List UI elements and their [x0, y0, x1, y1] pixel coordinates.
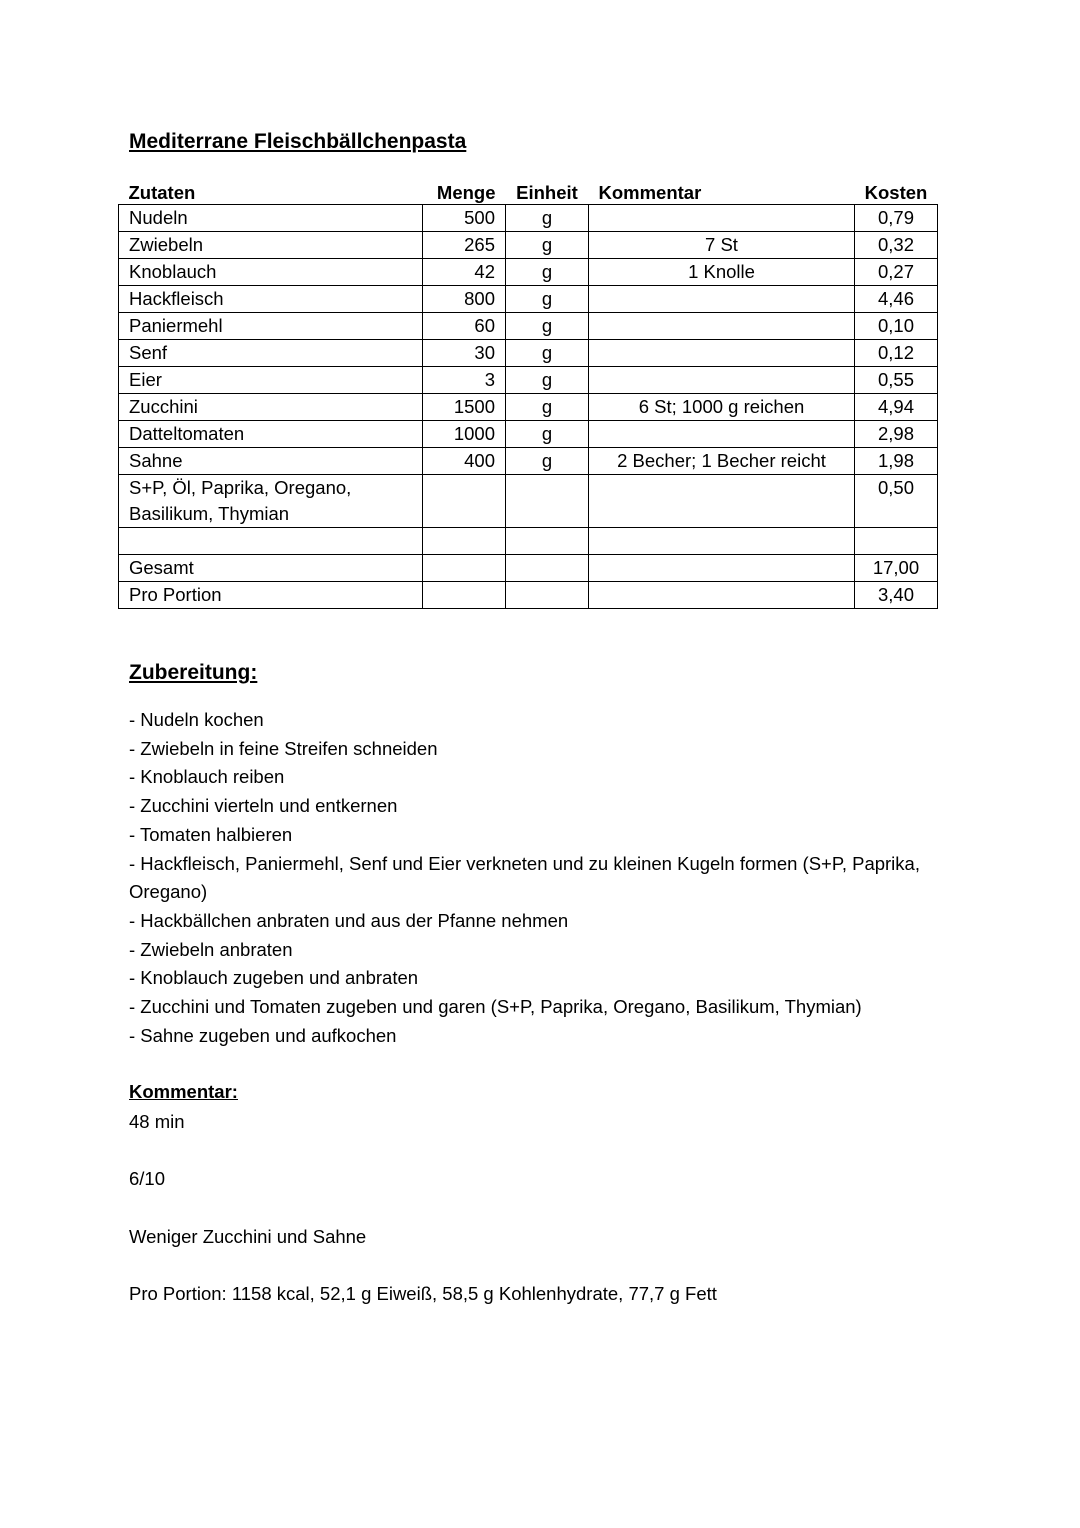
ingredient-cost: 0,32 [855, 232, 938, 259]
ingredient-amount: 800 [423, 286, 506, 313]
ingredient-name: Zwiebeln [119, 232, 423, 259]
ingredient-unit: g [506, 340, 589, 367]
ingredient-unit: g [506, 394, 589, 421]
ingredient-name: Datteltomaten [119, 421, 423, 448]
ingredient-cost: 0,50 [855, 475, 938, 528]
header-cost: Kosten [864, 182, 928, 203]
ingredient-name: Knoblauch [119, 259, 423, 286]
ingredient-comment [589, 205, 855, 232]
ingredient-name: Zucchini [119, 394, 423, 421]
ingredient-amount: 30 [423, 340, 506, 367]
per-portion-label: Pro Portion [119, 581, 423, 608]
ingredient-amount: 60 [423, 313, 506, 340]
preparation-step: - Sahne zugeben und aufkochen [129, 1024, 397, 1046]
preparation-step: - Hackbällchen anbraten und aus der Pfanne nehmen [129, 909, 569, 931]
cooking-time: 48 min [129, 1111, 185, 1132]
table-row [119, 205, 938, 232]
header-amount: Menge [436, 182, 496, 203]
preparation-step: - Knoblauch zugeben und anbraten [129, 967, 419, 989]
ingredient-name: Eier [119, 367, 423, 394]
preparation-heading: Zubereitung: [129, 661, 258, 684]
nutrition-info: Pro Portion: 1158 kcal, 52,1 g Eiweiß, 58,5 g Kohlenhydrate, 77,7 g Fett [129, 1283, 717, 1305]
ingredient-name: Senf [119, 340, 423, 367]
ingredient-comment [589, 581, 855, 608]
header-comment: Kommentar [598, 182, 702, 203]
total-label: Gesamt [119, 554, 423, 581]
table-row [119, 448, 938, 475]
ingredient-unit: g [506, 232, 589, 259]
ingredient-amount: 400 [423, 448, 506, 475]
header-ingredients: Zutaten [128, 182, 196, 203]
ingredient-name: Hackfleisch [119, 286, 423, 313]
ingredient-cost: 0,12 [855, 340, 938, 367]
ingredient-amount: 42 [423, 259, 506, 286]
ingredient-unit [506, 528, 589, 555]
ingredient-comment [589, 528, 855, 555]
ingredient-cost: 0,10 [855, 313, 938, 340]
ingredient-amount: 3 [423, 367, 506, 394]
ingredient-cost: 0,55 [855, 367, 938, 394]
ingredient-comment [589, 340, 855, 367]
ingredient-amount: 500 [423, 205, 506, 232]
ingredient-unit: g [506, 286, 589, 313]
improvement-note: Weniger Zucchini und Sahne [129, 1225, 367, 1247]
ingredient-unit [506, 475, 589, 528]
total-row [119, 554, 938, 581]
ingredient-name: Paniermehl [119, 313, 423, 340]
ingredient-cost: 2,98 [855, 421, 938, 448]
ingredient-amount [423, 581, 506, 608]
ingredient-name: S+P, Öl, Paprika, Oregano, Basilikum, Thymian [119, 475, 423, 528]
ingredient-cost: 4,94 [855, 394, 938, 421]
table-row-empty [119, 528, 938, 555]
ingredient-unit: g [506, 205, 589, 232]
ingredient-comment: 6 St; 1000 g reichen [589, 394, 855, 421]
ingredient-comment [589, 421, 855, 448]
preparation-step: - Tomaten halbieren [129, 823, 293, 845]
preparation-step: - Nudeln kochen [129, 709, 264, 730]
ingredient-comment [589, 367, 855, 394]
preparation-step: - Zucchini und Tomaten zugeben und garen (S+P, Paprika, Oregano, Basilikum, Thymian) [129, 996, 862, 1018]
ingredient-name: Nudeln [119, 205, 423, 232]
rating: 6/10 [129, 1168, 166, 1190]
ingredient-comment [589, 475, 855, 528]
ingredient-comment [589, 286, 855, 313]
table-row [119, 286, 938, 313]
preparation-steps [129, 706, 929, 1050]
ingredient-unit: g [506, 259, 589, 286]
preparation-step: - Hackfleisch, Paniermehl, Senf und Eier verkneten und zu kleinen Kugeln formen (S+P, Paprika, Oregano) [129, 852, 920, 903]
ingredient-cost: 1,98 [855, 448, 938, 475]
header-unit: Einheit [516, 182, 578, 203]
ingredient-cost [855, 528, 938, 555]
recipe-title: Mediterrane Fleischbällchenpasta [129, 130, 467, 153]
preparation-step: - Zucchini vierteln und entkernen [129, 795, 398, 817]
preparation-step: - Zwiebeln anbraten [129, 938, 293, 960]
ingredient-amount [423, 475, 506, 528]
ingredient-cost: 0,79 [855, 205, 938, 232]
ingredient-unit: g [506, 313, 589, 340]
preparation-step: - Zwiebeln in feine Streifen schneiden [129, 737, 438, 759]
ingredient-name [119, 528, 423, 555]
ingredient-comment: 1 Knolle [589, 259, 855, 286]
ingredient-amount [423, 528, 506, 555]
table-row [119, 367, 938, 394]
table-row [119, 475, 938, 528]
ingredient-amount [423, 554, 506, 581]
ingredient-cost: 0,27 [855, 259, 938, 286]
ingredient-unit: g [506, 421, 589, 448]
ingredient-unit: g [506, 448, 589, 475]
ingredient-comment [589, 313, 855, 340]
total-cost: 17,00 [855, 554, 938, 581]
ingredient-unit [506, 554, 589, 581]
ingredient-unit: g [506, 367, 589, 394]
ingredient-comment [589, 554, 855, 581]
comment-heading: Kommentar: [129, 1081, 238, 1102]
ingredients-table [118, 176, 938, 609]
table-header-row [119, 176, 938, 205]
table-row [119, 340, 938, 367]
comment-section [129, 1108, 929, 1338]
table-row [119, 313, 938, 340]
table-row [119, 394, 938, 421]
ingredient-comment: 2 Becher; 1 Becher reicht [589, 448, 855, 475]
table-row [119, 259, 938, 286]
per-portion-cost: 3,40 [855, 581, 938, 608]
per-portion-row [119, 581, 938, 608]
table-row [119, 232, 938, 259]
ingredient-name: Sahne [119, 448, 423, 475]
ingredient-amount: 265 [423, 232, 506, 259]
ingredient-amount: 1000 [423, 421, 506, 448]
ingredient-amount: 1500 [423, 394, 506, 421]
ingredient-unit [506, 581, 589, 608]
preparation-step: - Knoblauch reiben [129, 766, 285, 788]
ingredient-comment: 7 St [589, 232, 855, 259]
table-row [119, 421, 938, 448]
ingredient-cost: 4,46 [855, 286, 938, 313]
